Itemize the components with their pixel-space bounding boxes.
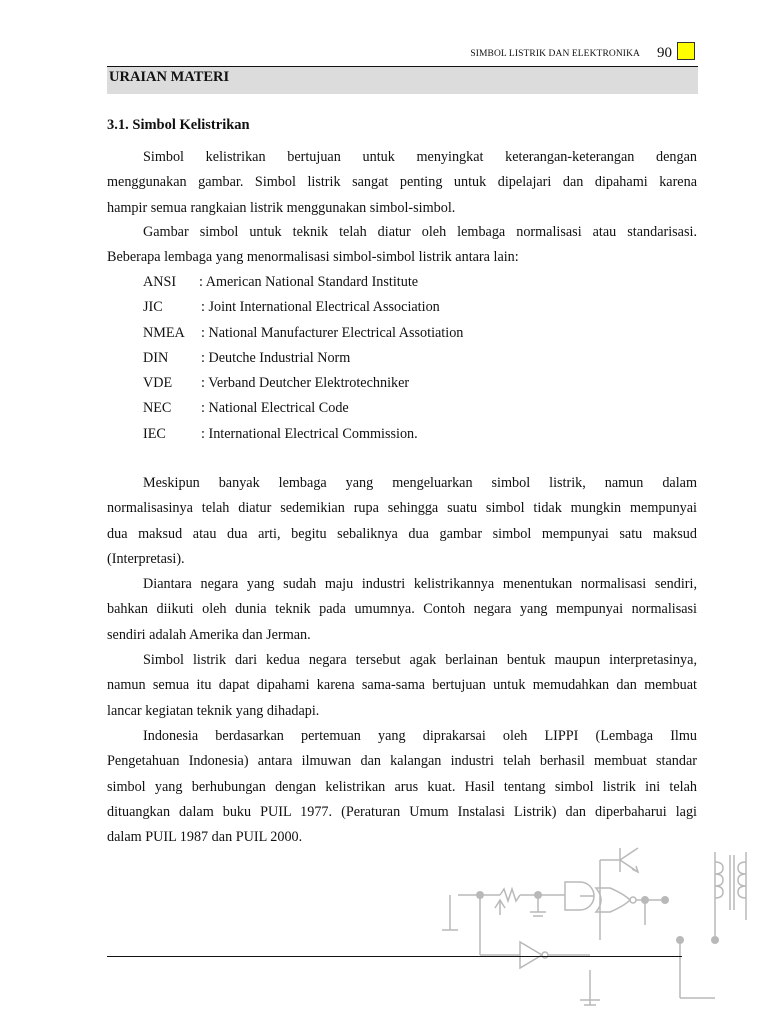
text-line: (Interpretasi). xyxy=(107,550,185,567)
text-line: dituangkan dalam buku PUIL 1977. (Peraturan Umum Instalasi Listrik) dan diperbaharui lagi xyxy=(107,803,697,820)
circuit-watermark-icon xyxy=(440,840,758,1018)
subsection-title: 3.1. Simbol Kelistrikan xyxy=(107,117,250,133)
text-line: Meskipun banyak lembaga yang mengeluarkan simbol listrik, namun dalam xyxy=(143,475,697,491)
standard-desc: : National Electrical Code xyxy=(201,400,349,417)
text-line: Gambar simbol untuk teknik telah diatur oleh lembaga normalisasi atau standarisasi. xyxy=(143,224,697,240)
footer-rule xyxy=(107,956,682,957)
text-line: dua maksud atau dua arti, begitu sebaliknya dua gambar simbol mempunyai satu maksud xyxy=(107,525,697,542)
text-line: simbol yang berhubungan dengan kelistrikan arus kuat. Hasil tentang simbol listrik ini telah xyxy=(107,778,697,795)
text-line: namun semua itu dapat dipahami karena sama-sama bertujuan untuk memudahkan dan membuat xyxy=(107,677,697,694)
standard-desc: : Verband Deutcher Elektrotechniker xyxy=(201,375,410,392)
running-title: SIMBOL LISTRIK DAN ELEKTRONIKA xyxy=(470,49,640,59)
standard-desc: : National Manufacturer Electrical Assotiation xyxy=(201,324,464,341)
page-number: 90 xyxy=(657,45,672,61)
text-line: normalisasinya telah diatur sedemikian rupa sehingga suatu simbol tidak mungkin mempunyai xyxy=(107,500,697,517)
section-title-bar xyxy=(107,67,698,94)
text-line: Beberapa lembaga yang menormalisasi simbol-simbol listrik antara lain: xyxy=(107,249,519,266)
standard-code: ANSI xyxy=(143,274,177,290)
standard-desc: : Joint International Electrical Association xyxy=(201,299,440,316)
text-line: Indonesia berdasarkan pertemuan yang diprakarsai oleh LIPPI (Lembaga Ilmu xyxy=(143,728,697,744)
standard-code: IEC xyxy=(143,425,166,442)
text-line: Diantara negara yang sudah maju industri kelistrikannya menentukan normalisasi sendiri, xyxy=(143,576,697,592)
yellow-marker xyxy=(677,42,695,60)
paragraph-5 xyxy=(107,648,697,724)
text-line: dalam PUIL 1987 dan PUIL 2000. xyxy=(107,829,303,846)
text-line: lancar kegiatan teknik yang dihadapi. xyxy=(107,702,320,719)
text-line: hampir semua rangkaian listrik menggunakan simbol-simbol. xyxy=(107,199,456,216)
paragraph-3 xyxy=(107,471,697,572)
text-line: bahkan diikuti oleh dunia teknik pada umumnya. Contoh negara yang mempunyai normalisasi xyxy=(107,601,697,618)
paragraph-1 xyxy=(107,145,697,221)
standard-desc: : Deutche Industrial Norm xyxy=(201,349,351,366)
paragraph-4 xyxy=(107,572,697,648)
text-line: Simbol kelistrikan bertujuan untuk menyingkat keterangan-keterangan dengan xyxy=(143,149,697,165)
text-line: sendiri adalah Amerika dan Jerman. xyxy=(107,626,311,643)
paragraph-2 xyxy=(107,220,697,271)
text-line: Pengetahuan Indonesia) antara ilmuwan dan kalangan industri telah berhasil membuat standar xyxy=(107,753,697,770)
section-title: URAIAN MATERI xyxy=(109,69,230,85)
paragraph-6 xyxy=(107,724,697,850)
standard-desc: : International Electrical Commission. xyxy=(201,425,418,442)
standard-code: DIN xyxy=(143,349,169,366)
standard-code: NEC xyxy=(143,400,172,417)
standard-code: JIC xyxy=(143,299,163,316)
standard-code: VDE xyxy=(143,375,173,392)
text-line: Simbol listrik dari kedua negara tersebut agak berlainan bentuk maupun interpretasinya, xyxy=(143,652,697,668)
standard-desc: : American National Standard Institute xyxy=(199,274,419,290)
standard-code: NMEA xyxy=(143,324,185,341)
text-line: menggunakan gambar. Simbol listrik sangat penting untuk dipelajari dan dipahami karena xyxy=(107,174,697,191)
